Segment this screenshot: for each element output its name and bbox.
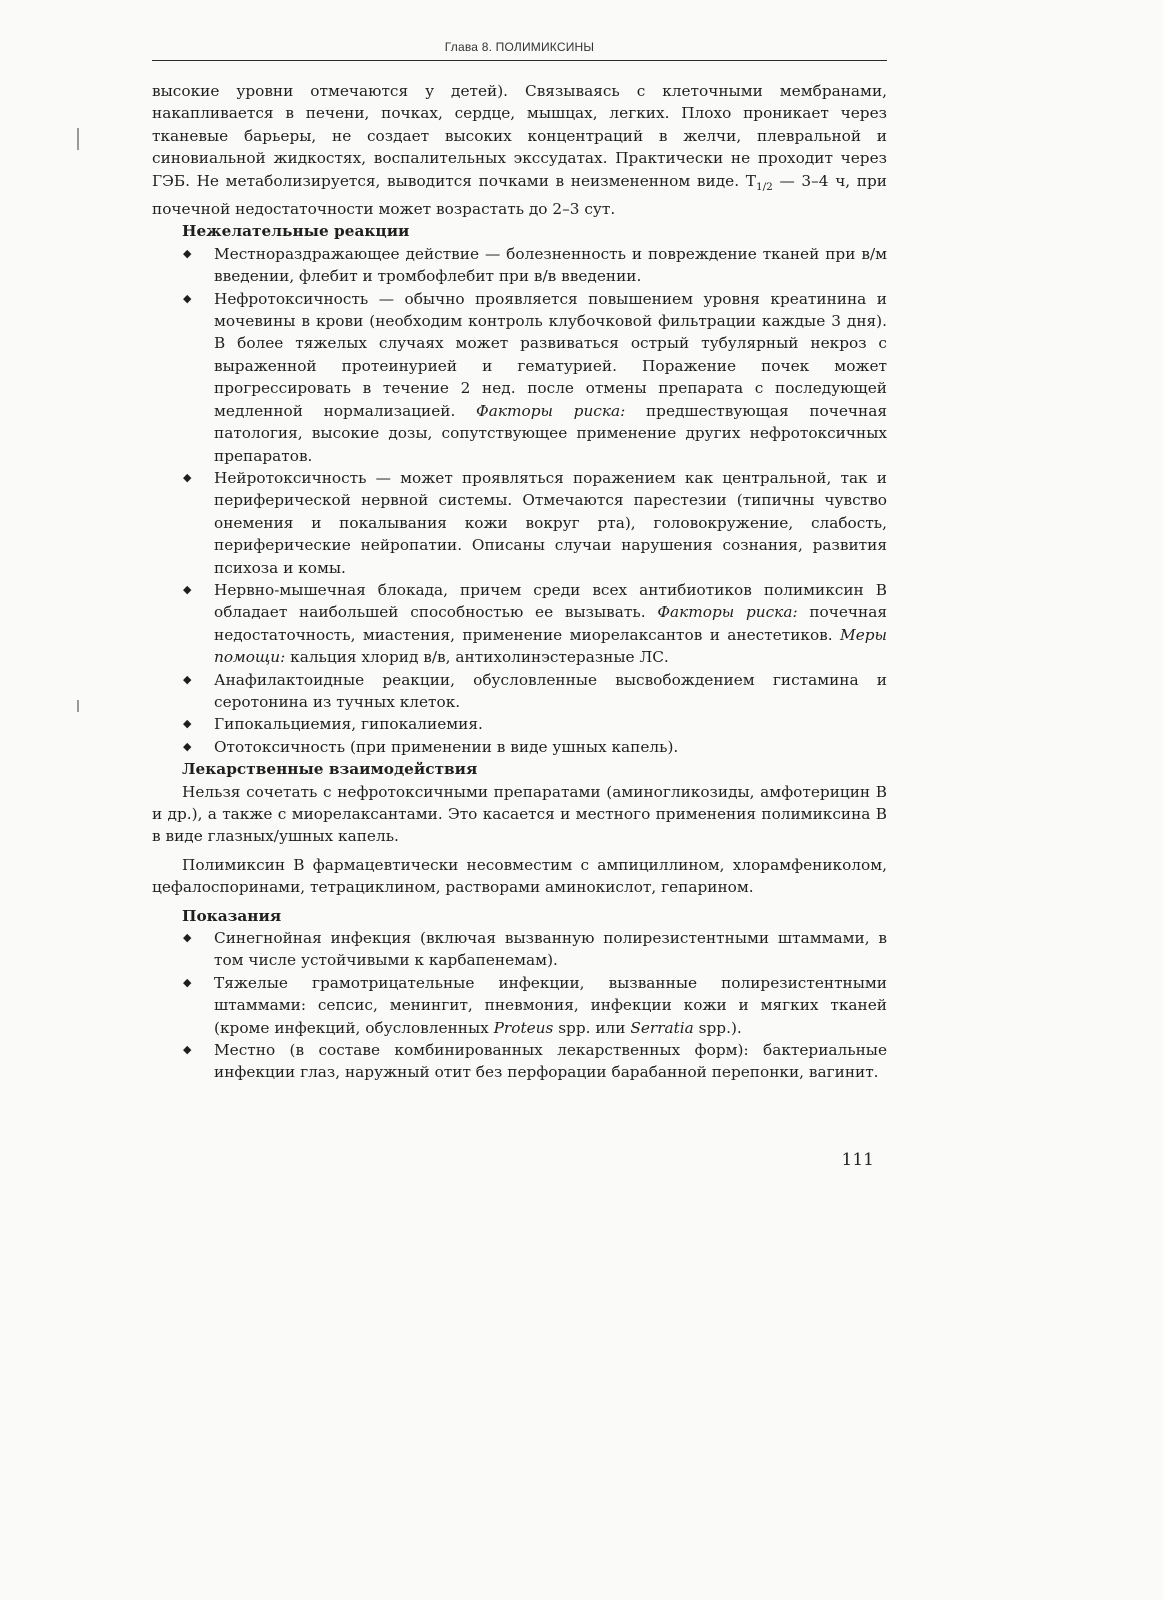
- list-item: ◆ Тяжелые грамотрицательные инфекции, вызванные полирезистентными штаммами: сепсис, менингит, пневмония, инфекции кожи и мягких тканей (кроме инфекций, обусловленных Proteus spp. или Serratia spp.).: [183, 973, 887, 1037]
- half-life-text: — 3–4 ч, при почечной недостаточности может возрастать до 2–3 сут.: [152, 171, 887, 219]
- list-item: ◆ Нервно-мышечная блокада, причем среди всех антибиотиков полимиксин В обладает наибольшей способностью ее вызывать. Факторы риска: почечная недостаточность, миастения, применение миорелаксантов и анестетиков. Меры помощи: кальция хлорид в/в, антихолинэстеразные ЛС.: [183, 580, 888, 667]
- bullet-icon: ◆: [183, 672, 192, 686]
- bullet-icon: ◆: [183, 582, 192, 596]
- indications-list: [152, 927, 887, 1084]
- risk-factors-label: Факторы риска:: [476, 401, 626, 420]
- interactions-heading: Лекарственные взаимодействия: [182, 760, 478, 779]
- scan-edge-mark: [77, 700, 79, 712]
- page-body: [152, 80, 887, 1084]
- pharmacokinetics-text: высокие уровни отмечаются у детей). Связываясь с клеточными мембранами, накапливается в печени, почках, сердце, мышцах, легких. Плохо проникает через тканевые барьеры, не создает высоких концентраций в желчи, плевральной и синовиальной жидкостях, воспалительных экссудатах. Практически не проходит через ГЭБ. Не метаболизируется, выводится почками в неизмененном виде.: [152, 82, 887, 190]
- bullet-icon: ◆: [183, 1043, 192, 1057]
- genus-serratia: Serratia: [630, 1018, 694, 1037]
- bullet-icon: ◆: [183, 291, 192, 305]
- adverse-reactions-heading: Нежелательные реакции: [182, 222, 410, 241]
- risk-factors-label: Факторы риска:: [657, 603, 798, 622]
- list-item: ◆ Ототоксичность (при применении в виде ушных капель).: [152, 736, 887, 758]
- bullet-icon: ◆: [183, 470, 192, 484]
- half-life-symbol: T: [745, 171, 756, 190]
- bullet-icon: ◆: [183, 931, 192, 945]
- help-measures-label: Меры помощи:: [214, 625, 887, 667]
- page-number: 111: [841, 1150, 874, 1170]
- list-item: ◆ Местнораздражающее действие — болезненность и повреждение тканей при в/м введении, флебит и тромбофлебит при в/в введении.: [183, 244, 887, 286]
- interactions-paragraph-2: Полимиксин В фармацевтически несовместим с ампициллином, хлорамфениколом, цефалоспоринами, тетрациклином, растворами аминокислот, гепарином.: [152, 855, 887, 897]
- interactions-paragraph-1: Нельзя сочетать с нефротоксичными препаратами (аминогликозиды, амфотерицин В и др.), а также с миорелаксантами. Это касается и местного применения полимиксина В в виде глазных/ушных капель.: [152, 782, 887, 846]
- list-item: ◆ Нейротоксичность — может проявляться поражением как центральной, так и периферической нервной системы. Отмечаются парестезии (типичны чувство онемения и покалывания кожи вокруг рта), головокружение, слабость, периферические нейропатии. Описаны случаи нарушения сознания, развития психоза и комы.: [183, 468, 887, 577]
- list-item: ◆ Местно (в составе комбинированных лекарственных форм): бактериальные инфекции глаз, наружный отит без перфорации барабанной перепонки, вагинит.: [183, 1041, 887, 1082]
- bullet-icon: ◆: [183, 739, 192, 753]
- list-item: ◆ Анафилактоидные реакции, обусловленные высвобождением гистамина и серотонина из тучных клеток.: [183, 670, 887, 711]
- half-life-subscript: 1/2: [755, 180, 773, 193]
- running-head: Глава 8. ПОЛИМИКСИНЫ: [444, 40, 595, 54]
- bullet-icon: ◆: [183, 246, 192, 260]
- pharmacokinetics-paragraph: [152, 80, 887, 220]
- indications-heading: Показания: [182, 906, 282, 925]
- genus-proteus: Proteus: [493, 1018, 554, 1037]
- list-item: ◆ Синегнойная инфекция (включая вызванную полирезистентными штаммами, в том числе устойчивыми к карбапенемам).: [183, 929, 887, 970]
- bullet-icon: ◆: [183, 975, 192, 989]
- list-item: ◆ Гипокальциемия, гипокалиемия.: [152, 713, 887, 735]
- header-rule: [152, 60, 887, 61]
- scan-edge-mark: [77, 128, 79, 150]
- list-item: ◆ Нефротоксичность — обычно проявляется повышением уровня креатинина и мочевины в крови (необходим контроль клубочковой фильтрации каждые 3 дня). В более тяжелых случаях может развиваться острый тубулярный некроз с выраженной протеинурией и гематурией. Поражение почек может прогрессировать в течение 2 нед. после отмены препарата с последующей медленной нормализацией. Факторы риска: предшествующая почечная патология, высокие дозы, сопутствующее применение других нефротоксичных препаратов.: [183, 289, 887, 465]
- adverse-reactions-list: [152, 243, 887, 758]
- bullet-icon: ◆: [183, 717, 192, 731]
